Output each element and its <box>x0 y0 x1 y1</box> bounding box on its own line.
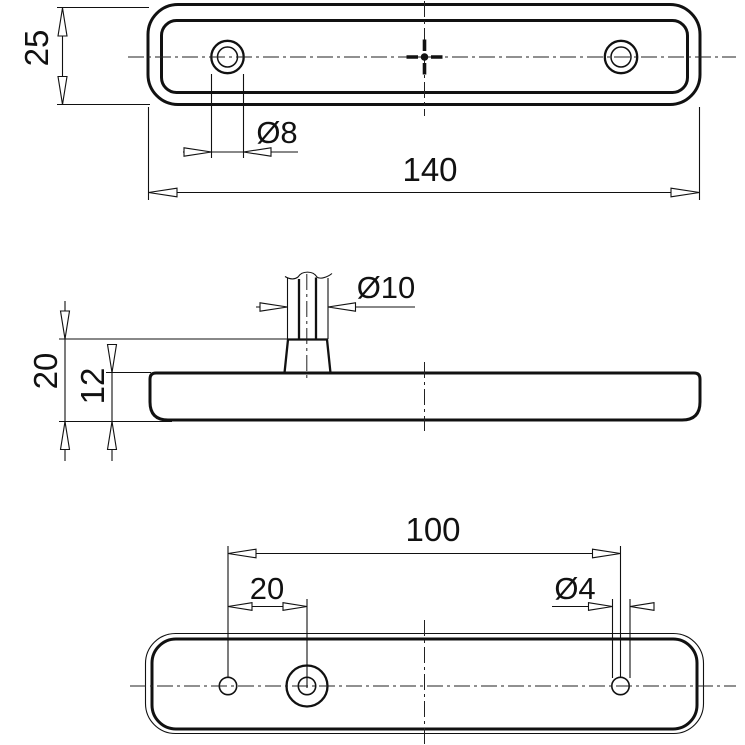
arrowhead-left <box>228 603 252 611</box>
arrowhead-left <box>328 303 356 311</box>
center-mark-icon <box>407 40 443 75</box>
arrowhead-up <box>108 422 117 450</box>
arrowhead-right <box>184 148 212 156</box>
arrowhead-down <box>58 77 67 105</box>
dim-hole-dia-8 <box>183 74 298 158</box>
arrowhead-left <box>149 188 178 197</box>
cable-lines <box>299 278 316 340</box>
dim-overall-height-20 <box>27 301 288 461</box>
arrowhead-right <box>593 549 621 558</box>
grommet-boss-outline <box>285 340 331 374</box>
dim-label-100: 100 <box>405 511 461 548</box>
arrowhead-left <box>228 549 256 558</box>
arrowhead-right <box>671 188 700 197</box>
dim-label-o4: Ø4 <box>554 571 596 606</box>
dim-label-20: 20 <box>27 352 64 390</box>
arrowhead-right <box>260 303 288 311</box>
arrowhead-up <box>58 8 67 36</box>
dim-body-thickness-12 <box>74 345 151 462</box>
arrowhead-left <box>630 603 654 611</box>
bottom-view <box>130 511 736 744</box>
side-view <box>27 270 700 461</box>
cable-break-line <box>285 272 332 279</box>
dim-height-25 <box>18 8 150 105</box>
dim-hole-dia-4 <box>552 571 654 678</box>
dim-grommet-dia-10 <box>256 270 415 339</box>
dim-label-20-offset: 20 <box>249 571 285 606</box>
dim-label-140: 140 <box>402 151 458 188</box>
arrowhead-down <box>61 311 70 339</box>
dim-width-140 <box>149 107 700 200</box>
arrowhead-right <box>283 603 307 611</box>
dim-label-25: 25 <box>18 29 55 67</box>
dim-label-o10: Ø10 <box>356 270 416 305</box>
dim-label-12: 12 <box>74 367 111 405</box>
dim-label-o8: Ø8 <box>256 115 298 150</box>
top-view <box>18 1 736 200</box>
arrowhead-up <box>61 422 70 450</box>
